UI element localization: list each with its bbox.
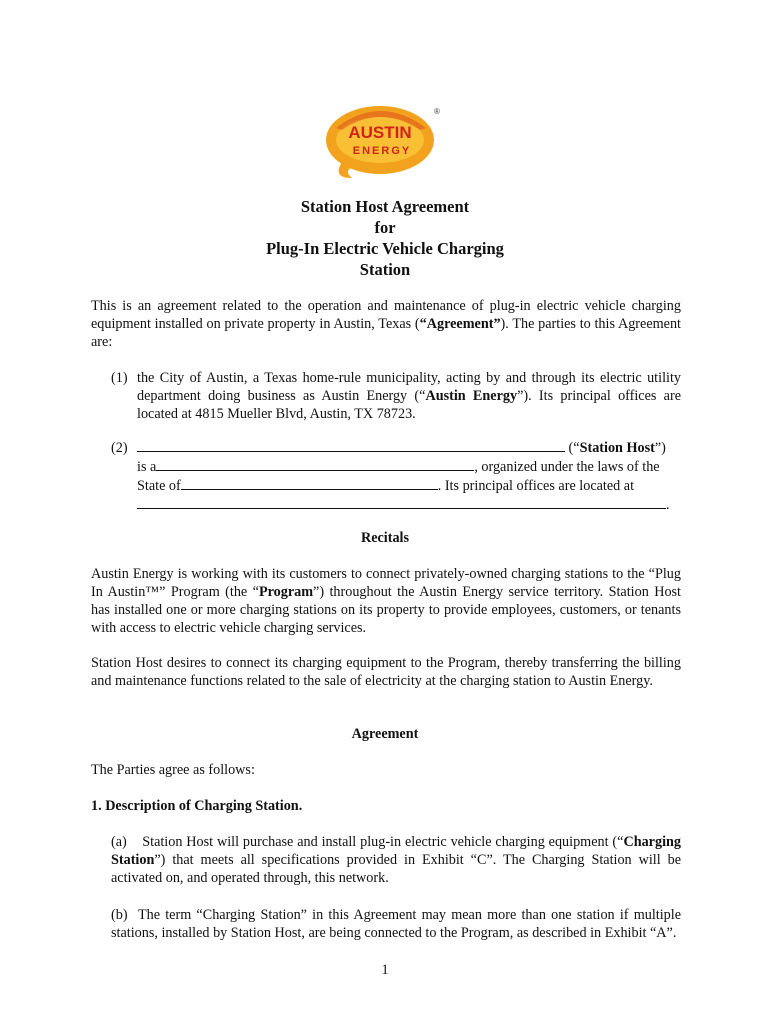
title-line-1: Station Host Agreement <box>300 197 470 216</box>
party-2-line-2: is a , organized under the laws of the <box>137 459 660 475</box>
agreement-heading: Agreement <box>351 726 419 742</box>
recitals-heading: Recitals <box>360 530 410 546</box>
recitals-paragraph-1: Austin Energy is working with its customers to connect privately-owned charging stations to the “Plug In Austin™” Program (the “Program”) throughout the Austin Energy service territory. Station Host has installed one or more charging stations on its property to provide employees, customers, or tenants with access to electric vehicle charging services. <box>91 566 681 636</box>
agreement-intro: The Parties agree as follows: <box>91 762 255 778</box>
party-1-number: (1) <box>111 370 128 386</box>
principal-office-blank[interactable] <box>137 496 666 509</box>
title-line-4: Station <box>359 260 411 279</box>
party-2-line-3: State of . Its principal offices are located at <box>137 478 635 494</box>
title-line-2: for <box>374 218 396 237</box>
party-2-line-1: (“Station Host”) <box>137 439 681 458</box>
intro-paragraph: This is an agreement related to the operation and maintenance of plug-in electric vehicle charging equipment installed on private property in Austin, Texas (“Agreement”). The parties to this Agreement are: <box>91 298 681 350</box>
party-2-line-4: . <box>137 496 681 515</box>
logo-sun-shape <box>326 106 434 178</box>
registered-mark: ® <box>434 107 440 116</box>
logo-text-energy: ENERGY <box>352 145 412 157</box>
station-host-name-blank[interactable] <box>137 439 565 452</box>
section-1a: (a) Station Host will purchase and install plug-in electric vehicle charging equipment (“Charging Station”) that meets all specifications provided in Exhibit “C”. The Charging Station will be activated on, and operated through, this network. <box>111 834 681 886</box>
party-2-text <box>137 439 681 515</box>
section-1b: (b) The term “Charging Station” in this Agreement may mean more than one station if multiple stations, installed by Station Host, are being connected to the Program, as described in Exhibit “A”. <box>111 907 682 941</box>
document-title <box>0 196 770 280</box>
section-1-title: 1. Description of Charging Station. <box>91 798 303 814</box>
logo-text-austin: AUSTIN <box>348 123 412 142</box>
party-2-number: (2) <box>111 440 128 456</box>
state-blank[interactable] <box>181 477 438 490</box>
title-line-3: Plug-In Electric Vehicle Charging <box>266 239 504 258</box>
entity-type-blank[interactable] <box>156 458 474 471</box>
page-number: 1 <box>381 962 389 978</box>
austin-energy-logo <box>322 100 444 182</box>
recitals-paragraph-2: Station Host desires to connect its charging equipment to the Program, thereby transferring the billing and maintenance functions related to the sale of electricity at the charging station to Austin Energy. <box>91 655 681 689</box>
party-1-text: the City of Austin, a Texas home-rule municipality, acting by and through its electric utility department doing business as Austin Energy (“Austin Energy”). Its principal offices are located at 4815 Mueller Blvd, Austin, TX 78723. <box>137 370 682 422</box>
